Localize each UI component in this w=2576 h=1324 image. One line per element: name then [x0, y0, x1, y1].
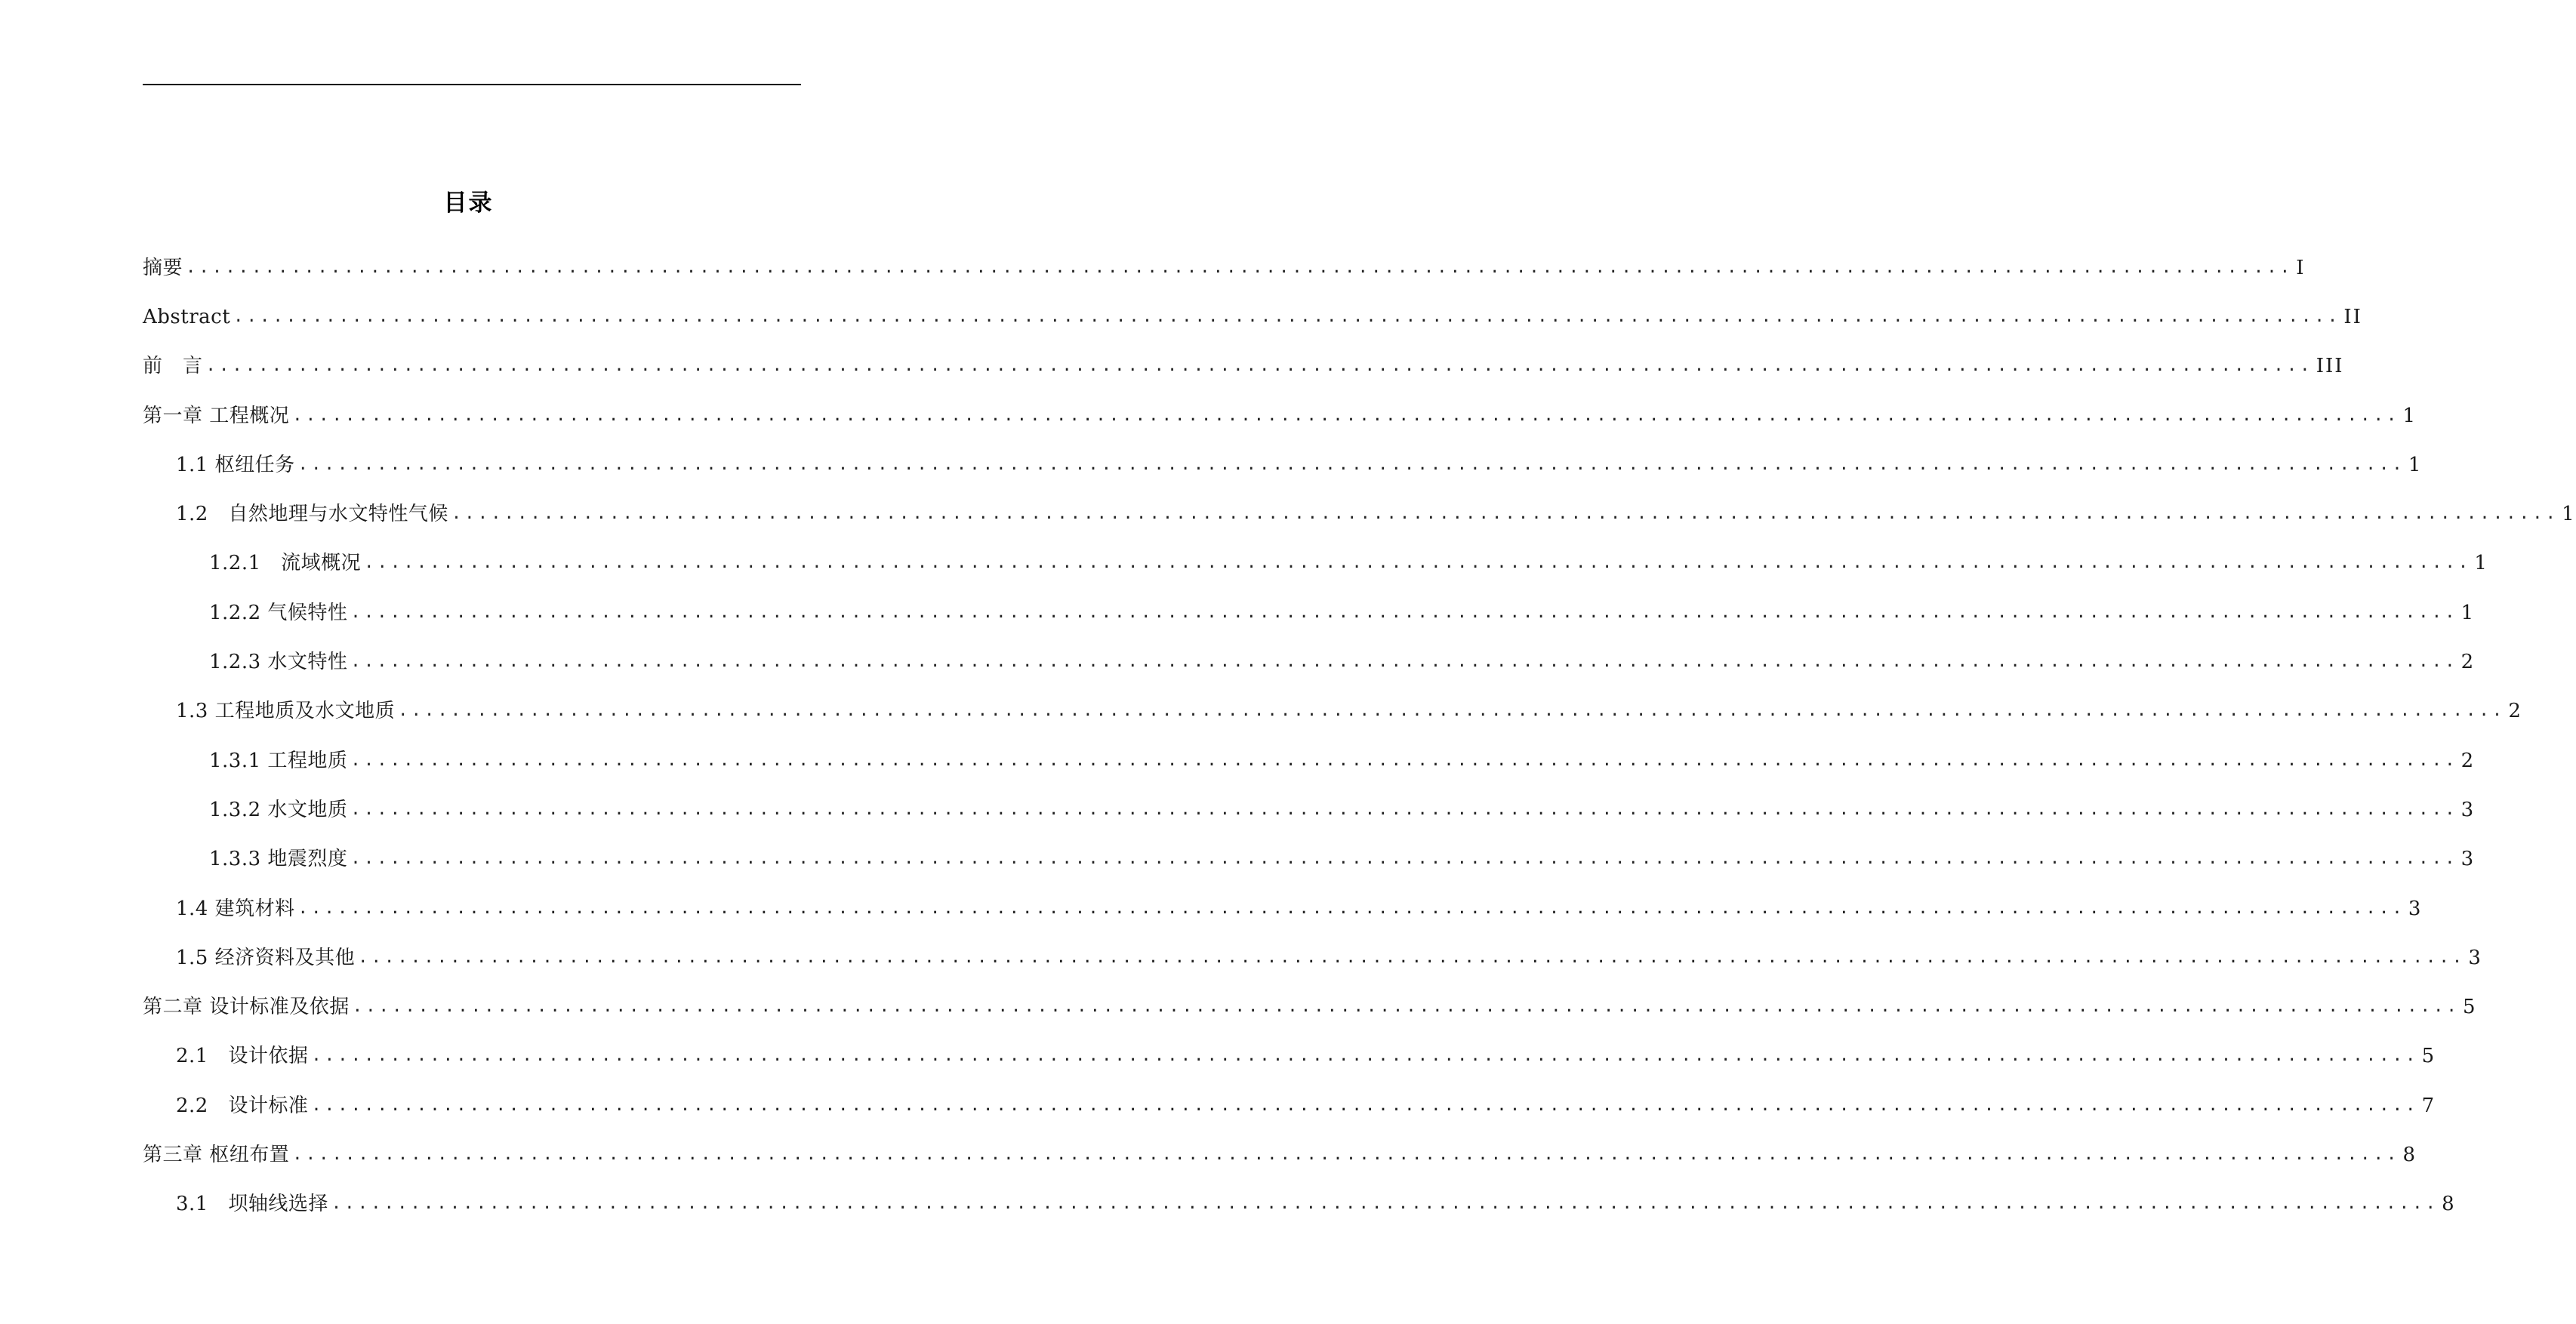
toc-entry-label: 1.4 建筑材料	[176, 897, 295, 920]
toc-dot-leader: ................................................................................................................................................................	[292, 1144, 2400, 1164]
toc-entry[interactable]	[143, 835, 2476, 884]
toc-entry-label: 1.5 经济资料及其他	[176, 946, 356, 969]
toc-entry-page-number: 1	[2474, 552, 2488, 575]
toc-entry[interactable]	[143, 637, 2476, 686]
toc-entry[interactable]	[143, 489, 2576, 538]
toc-entry[interactable]	[143, 687, 2522, 736]
toc-entry-label: 1.3.3 地震烈度	[209, 848, 348, 871]
table-of-contents	[143, 243, 2576, 1229]
toc-dot-leader: ................................................................................................................................................................	[364, 553, 2472, 573]
toc-entry-label: 3.1 坝轴线选择	[176, 1193, 328, 1216]
toc-dot-leader: ................................................................................................................................................................	[311, 1046, 2419, 1066]
toc-entry-page-number: 2	[2508, 700, 2522, 723]
toc-entry-page-number: 8	[2402, 1143, 2417, 1166]
toc-entry-label: 摘要	[143, 256, 183, 279]
toc-dot-leader: ................................................................................................................................................................	[350, 602, 2458, 622]
toc-dot-leader: ................................................................................................................................................................	[451, 504, 2559, 524]
toc-dot-leader: ................................................................................................................................................................	[297, 898, 2405, 918]
toc-dot-leader: ................................................................................................................................................................	[331, 1194, 2439, 1214]
toc-entry-label: 1.2.3 水文特性	[209, 651, 348, 674]
toc-entry-label: 2.1 设计依据	[176, 1045, 309, 1068]
toc-entry-page-number: 8	[2442, 1193, 2456, 1216]
toc-dot-leader: ................................................................................................................................................................	[233, 306, 2341, 326]
toc-entry-page-number: 1	[2402, 404, 2417, 427]
toc-entry[interactable]	[143, 1081, 2436, 1130]
toc-dot-leader: ................................................................................................................................................................	[350, 849, 2458, 869]
toc-dot-leader: ................................................................................................................................................................	[205, 356, 2313, 376]
toc-dot-leader: ................................................................................................................................................................	[358, 947, 2466, 967]
toc-entry-page-number: 7	[2421, 1094, 2436, 1117]
toc-entry-label: 1.2.1 流域概况	[209, 552, 362, 575]
toc-entry[interactable]	[143, 785, 2476, 834]
toc-entry[interactable]	[143, 884, 2423, 933]
toc-entry[interactable]	[143, 539, 2488, 588]
toc-entry-label: 前 言	[143, 355, 203, 378]
toc-entry[interactable]	[143, 440, 2423, 489]
toc-entry[interactable]	[143, 736, 2476, 785]
toc-entry-label: 第三章 枢纽布置	[143, 1143, 290, 1166]
toc-entry[interactable]	[143, 292, 2362, 341]
toc-entry-page-number: 5	[2421, 1045, 2436, 1068]
toc-entry-label: 第二章 设计标准及依据	[143, 996, 350, 1019]
toc-entry-label: 第一章 工程概况	[143, 404, 290, 427]
toc-entry-label: 1.3 工程地质及水文地质	[176, 700, 396, 723]
toc-entry-label: 1.1 枢纽任务	[176, 453, 295, 476]
toc-dot-leader: ................................................................................................................................................................	[398, 701, 2506, 721]
toc-entry-label: 1.2.2 气候特性	[209, 601, 348, 624]
toc-entry[interactable]	[143, 1032, 2436, 1081]
toc-entry[interactable]	[143, 982, 2477, 1031]
toc-entry-page-number: 2	[2460, 749, 2476, 772]
toc-entry[interactable]	[143, 933, 2482, 982]
toc-dot-leader: ................................................................................................................................................................	[350, 750, 2458, 770]
toc-entry-label: Abstract	[143, 305, 231, 328]
toc-entry-page-number: 1	[2562, 503, 2576, 526]
toc-entry-page-number: II	[2343, 305, 2362, 328]
toc-entry-page-number: 3	[2408, 897, 2423, 920]
header-rule	[143, 84, 801, 85]
toc-dot-leader: ................................................................................................................................................................	[350, 799, 2458, 819]
toc-entry[interactable]	[143, 588, 2476, 637]
toc-entry-page-number: I	[2296, 256, 2306, 279]
toc-entry-page-number: 2	[2460, 651, 2476, 674]
toc-entry-label: 1.2 自然地理与水文特性气候	[176, 503, 448, 526]
toc-title: 目录	[443, 189, 494, 217]
toc-dot-leader: ................................................................................................................................................................	[186, 257, 2294, 277]
toc-entry-page-number: 3	[2460, 798, 2476, 821]
toc-dot-leader: ................................................................................................................................................................	[311, 1095, 2419, 1115]
toc-entry-page-number: 3	[2468, 946, 2482, 969]
toc-entry[interactable]	[143, 342, 2344, 391]
toc-entry-page-number: 3	[2460, 848, 2476, 871]
toc-entry-page-number: 5	[2462, 996, 2477, 1019]
toc-dot-leader: ................................................................................................................................................................	[292, 405, 2400, 425]
toc-entry-page-number: III	[2316, 355, 2344, 378]
toc-entry[interactable]	[143, 1130, 2417, 1179]
toc-entry-label: 1.3.1 工程地质	[209, 749, 348, 772]
toc-dot-leader: ................................................................................................................................................................	[352, 997, 2460, 1017]
toc-entry-page-number: 1	[2460, 601, 2476, 624]
toc-entry-page-number: 1	[2408, 453, 2423, 476]
toc-dot-leader: ................................................................................................................................................................	[350, 652, 2458, 672]
toc-entry[interactable]	[143, 391, 2417, 440]
toc-entry-label: 2.2 设计标准	[176, 1094, 309, 1117]
toc-entry[interactable]	[143, 1180, 2456, 1229]
toc-dot-leader: ................................................................................................................................................................	[297, 454, 2405, 474]
toc-entry-label: 1.3.2 水文地质	[209, 798, 348, 821]
toc-entry[interactable]	[143, 243, 2306, 292]
